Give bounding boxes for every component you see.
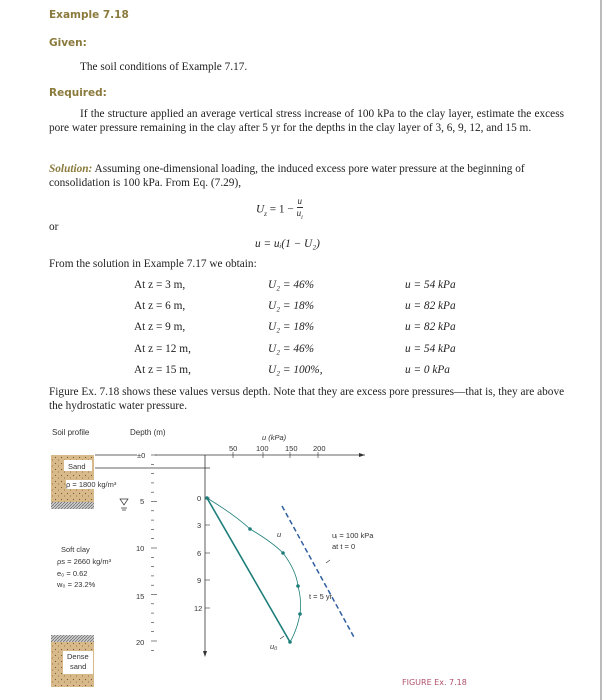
- figure-caption: FIGURE Ex. 7.18: [402, 678, 467, 687]
- result-degree: U₂ = 46%: [268, 343, 315, 355]
- depth-tick: 20: [136, 638, 145, 647]
- u-axis-label: u (kPa): [262, 433, 287, 442]
- dense-sand-label: sand: [70, 662, 87, 671]
- result-degree: U₂ = 100%,: [268, 364, 323, 376]
- curve-label: u: [277, 530, 282, 539]
- initial-pressure-line: [282, 506, 355, 639]
- hydrostatic-line: [207, 498, 290, 642]
- time-label: t = 5 yr: [309, 592, 333, 601]
- depth-tick: 15: [136, 592, 145, 601]
- depth-tick: 5: [140, 497, 145, 506]
- result-depth: At z = 6 m,: [134, 300, 186, 312]
- u-tick: 50: [229, 444, 238, 453]
- clay-property: w₀ = 23.2%: [57, 580, 96, 589]
- solution-text: Assuming one-dimensional loading, the induced excess pore water pressure at the beginning of consolidation is 100 kPa. From Eq. (7.29),: [49, 163, 525, 189]
- pore-pressure-point: [205, 496, 209, 500]
- clay-bottom-boundary: [51, 635, 94, 642]
- result-degree: U₂ = 18%: [268, 300, 315, 312]
- pore-pressure-point: [281, 551, 285, 555]
- result-pressure: u = 0 kPa: [405, 364, 450, 376]
- pore-pressure-point: [298, 612, 302, 616]
- pore-pressure-point: [288, 640, 292, 644]
- result-depth: At z = 15 m,: [134, 364, 191, 376]
- result-degree: U₂ = 46%: [268, 279, 315, 291]
- result-depth: At z = 3 m,: [134, 279, 186, 291]
- clay-depth-tick: 0: [197, 494, 202, 503]
- solution-label: Solution:: [49, 163, 93, 175]
- clay-top-boundary: [51, 502, 94, 509]
- soil-profile-label: Soil profile: [52, 428, 90, 437]
- depth-label: Depth (m): [130, 428, 166, 437]
- depth-tick: ±0: [137, 451, 146, 460]
- result-degree: U₂ = 18%: [268, 321, 315, 333]
- solution-paragraph: [49, 162, 564, 190]
- clay-depth-tick: 12: [194, 604, 203, 613]
- clay-depth-tick: 6: [197, 549, 202, 558]
- sand-density: ρ = 1800 kg/m³: [66, 480, 117, 489]
- result-depth: At z = 9 m,: [134, 321, 186, 333]
- pore-pressure-figure: [0, 440, 611, 700]
- u-tick: 100: [256, 444, 269, 453]
- pore-pressure-point: [248, 527, 252, 531]
- given-heading: Given:: [49, 37, 87, 49]
- example-title: Example 7.18: [49, 9, 129, 21]
- dense-sand-label: Dense: [67, 652, 89, 661]
- required-heading: Required:: [49, 87, 107, 99]
- clay-property: e₀ = 0.62: [57, 569, 88, 578]
- u-tick: 200: [313, 444, 326, 453]
- given-text: The soil conditions of Example 7.17.: [80, 61, 248, 73]
- pore-pressure-curve: [207, 498, 301, 642]
- u0-label: u₀: [270, 642, 278, 651]
- u-tick: 150: [285, 444, 298, 453]
- water-table-icon: [120, 499, 128, 505]
- or-text: or: [49, 221, 59, 233]
- clay-depth-tick: 9: [197, 576, 202, 585]
- sand-label: Sand: [68, 462, 86, 471]
- from-text: From the solution in Example 7.17 we obtain:: [49, 258, 257, 270]
- clay-depth-tick: 3: [197, 521, 202, 530]
- result-depth: At z = 12 m,: [134, 343, 191, 355]
- clay-property: ρs = 2660 kg/m³: [57, 557, 112, 566]
- equation-2: u = uᵢ(1 − U₂): [255, 238, 320, 250]
- result-pressure: u = 82 kPa: [405, 300, 456, 312]
- initial-pressure-label: at t = 0: [332, 542, 356, 551]
- figure-reference-text: Figure Ex. 7.18 shows these values versus depth. Note that they are excess pore pressures—that is, they are above the hydrostatic water pressure.: [49, 386, 565, 412]
- result-pressure: u = 54 kPa: [405, 279, 456, 291]
- initial-pressure-label: uᵢ = 100 kPa: [332, 531, 374, 540]
- depth-tick: 10: [136, 544, 145, 553]
- required-text: If the structure applied an average vertical stress increase of 100 kPa to the clay layer, estimate the excess pore water pressure remaining in the clay after 5 yr for the depths in the clay layer of 3, 6, 9, 12, and 15 m.: [49, 108, 564, 134]
- clay-label: Soft clay: [61, 545, 90, 554]
- equation-1: $U_z = 1$ − u $u_i$: [256, 196, 303, 221]
- result-pressure: u = 54 kPa: [405, 343, 456, 355]
- result-pressure: u = 82 kPa: [405, 321, 456, 333]
- pore-pressure-point: [296, 584, 300, 588]
